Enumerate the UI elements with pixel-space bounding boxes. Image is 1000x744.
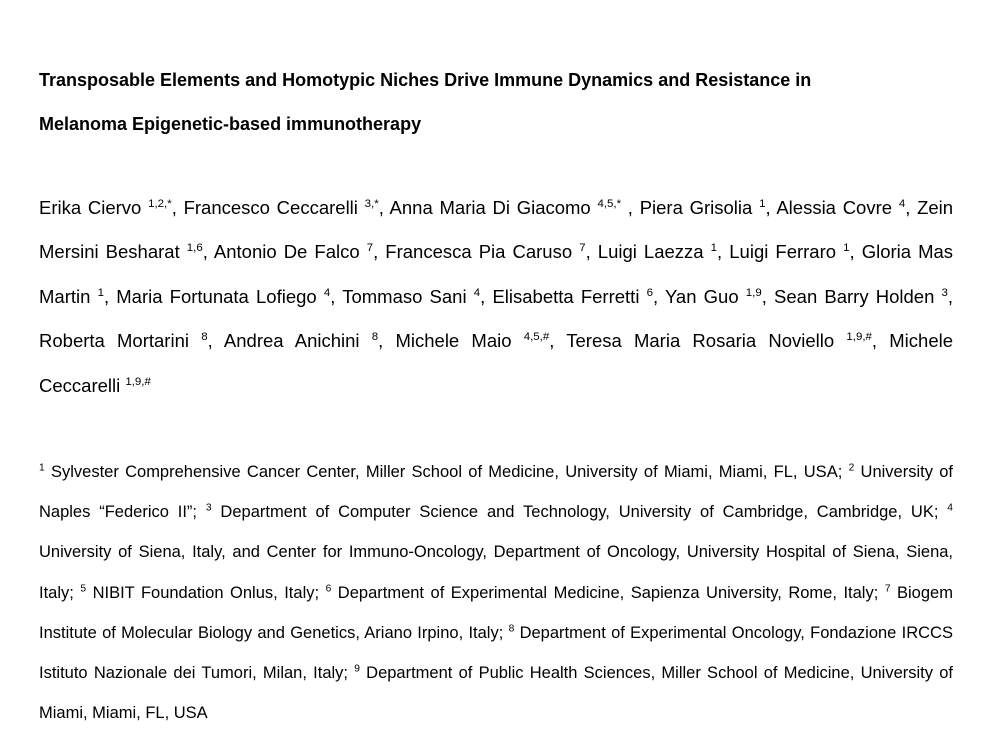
author — [390, 197, 640, 218]
author — [774, 286, 953, 307]
author — [39, 330, 224, 351]
author-affiliation-marks: 6 — [646, 286, 653, 299]
affiliation-text: NIBIT Foundation Onlus, Italy; — [92, 583, 326, 602]
author — [385, 241, 598, 262]
affiliation-text: Department of Experimental Medicine, Sapienza University, Rome, Italy; — [337, 583, 885, 602]
author — [640, 197, 777, 218]
author-separator: , — [549, 330, 567, 352]
affiliation-number: 9 — [354, 663, 360, 675]
author — [776, 197, 917, 218]
author-separator: , — [765, 197, 777, 218]
author-separator: , — [373, 241, 386, 263]
author — [39, 197, 184, 218]
author-name: Antonio De Falco — [213, 241, 360, 263]
affiliation — [39, 463, 849, 481]
author-name: Andrea Anichini — [223, 330, 360, 352]
author-affiliation-marks: 1,9 — [745, 286, 762, 299]
author-affiliation-marks: 1,6 — [186, 242, 203, 255]
author-name: Elisabetta Ferretti — [492, 285, 640, 307]
author-name: Piera Grisolia — [639, 197, 753, 218]
author-affiliation-marks: 8 — [201, 331, 208, 344]
affiliation-number: 4 — [947, 502, 953, 514]
affiliation-number: 6 — [325, 583, 332, 595]
author-name: Alessia Covre — [776, 197, 893, 218]
author-name: Zein Mersini Besharat — [39, 197, 954, 263]
author-separator: , — [378, 330, 396, 352]
author-separator: , — [621, 197, 640, 218]
affiliation-text: Biogem Institute of Molecular Biology and Genetics, Ariano Irpino, Italy; — [39, 583, 953, 642]
author-name: Anna Maria Di Giacomo — [389, 197, 591, 218]
author-affiliation-marks: 4 — [898, 197, 906, 210]
affiliation-number: 1 — [39, 462, 45, 474]
author-separator: , — [652, 285, 665, 307]
author-affiliation-marks: 1 — [759, 197, 766, 210]
author — [395, 330, 566, 351]
affiliation-number: 8 — [508, 623, 515, 635]
author-affiliation-marks: 4 — [473, 286, 481, 299]
author-separator: , — [585, 241, 598, 263]
author-affiliation-marks: 7 — [366, 242, 374, 255]
affiliation-list — [39, 452, 953, 733]
author — [566, 330, 889, 351]
author-name: Teresa Maria Rosaria Noviello — [566, 330, 835, 352]
author-affiliation-marks: 4,5,# — [523, 331, 550, 344]
paper-title — [39, 58, 953, 146]
author-separator: , — [202, 241, 214, 263]
author-affiliation-marks: 1 — [843, 242, 850, 255]
author-affiliation-marks: 1 — [710, 242, 718, 255]
author-name: Francesca Pia Caruso — [385, 241, 573, 263]
paper-title-line-2: Melanoma Epigenetic-based immunotherapy — [39, 114, 422, 134]
affiliation-number: 2 — [848, 462, 855, 474]
affiliation-text: Department of Public Health Sciences, Miller School of Medicine, University of Miami, Miami, FL, USA — [39, 664, 953, 723]
affiliation-number: 5 — [80, 583, 87, 595]
author — [598, 241, 729, 262]
affiliation-text: Department of Computer Science and Technology, University of Cambridge, Cambridge, UK; — [220, 503, 948, 522]
author-name: Erika Ciervo — [39, 197, 142, 218]
affiliation-text: Sylvester Comprehensive Cancer Center, Miller School of Medicine, University of Miami, Miami, FL, USA; — [50, 463, 849, 481]
author-affiliation-marks: 4 — [323, 286, 331, 299]
author-separator: , — [905, 197, 918, 218]
author-separator: , — [717, 241, 730, 263]
author-name: Yan Guo — [664, 285, 739, 307]
paper-title-line-1: Transposable Elements and Homotypic Niches Drive Immune Dynamics and Resistance in — [39, 70, 812, 90]
author-name: Luigi Laezza — [597, 241, 704, 263]
author-affiliation-marks: 3,* — [364, 197, 379, 210]
affiliation-text: University of Siena, Italy, and Center for Immuno-Oncology, Department of Oncology, University Hospital of Siena, Siena, Italy; — [39, 543, 953, 602]
author-name: Maria Fortunata Lofiego — [116, 285, 317, 307]
author — [729, 241, 861, 262]
author — [342, 286, 492, 307]
author — [214, 241, 385, 262]
author — [492, 286, 665, 307]
affiliation — [80, 584, 325, 602]
author-name: Gloria Mas Martin — [39, 241, 954, 307]
affiliation-text: Department of Experimental Oncology, Fondazione IRCCS Istituto Nazionale dei Tumori, Milan, Italy; — [39, 623, 953, 683]
author-separator: , — [480, 285, 493, 307]
author-separator: , — [378, 197, 390, 218]
author-separator: , — [103, 285, 117, 307]
affiliation-number: 3 — [205, 502, 212, 514]
author-affiliation-marks: 1,9,# — [846, 331, 872, 344]
author-affiliation-marks: 3 — [941, 286, 948, 299]
affiliation — [206, 503, 947, 521]
affiliation-text: University of Naples “Federico II”; — [39, 463, 953, 522]
author-affiliation-marks: 1,2,* — [148, 197, 172, 210]
author-list — [39, 186, 953, 408]
author-separator: , — [171, 197, 184, 218]
author-affiliation-marks: 8 — [371, 331, 379, 344]
author-affiliation-marks: 4,5,* — [597, 197, 622, 210]
author-name: Roberta Mortarini — [39, 330, 189, 352]
affiliation-number: 7 — [884, 583, 891, 595]
author-name: Sean Barry Holden — [774, 285, 935, 307]
author — [224, 330, 396, 351]
author-affiliation-marks: 1,9,# — [125, 375, 151, 388]
author-name: Tommaso Sani — [342, 285, 467, 307]
author-name: Michele Maio — [395, 330, 512, 352]
author-separator: , — [207, 330, 224, 352]
author-name: Michele Ceccarelli — [39, 330, 954, 396]
author-separator: , — [947, 285, 954, 307]
author-separator: , — [330, 285, 343, 307]
author — [116, 286, 342, 307]
author-separator: , — [849, 241, 862, 263]
author-name: Francesco Ceccarelli — [183, 197, 358, 218]
author — [184, 197, 390, 218]
author — [665, 286, 774, 307]
author-separator: , — [761, 285, 775, 307]
affiliation — [326, 584, 885, 602]
author-name: Luigi Ferraro — [729, 241, 837, 263]
author-separator: , — [871, 330, 890, 352]
author-affiliation-marks: 7 — [579, 242, 586, 255]
author-affiliation-marks: 1 — [97, 286, 104, 299]
